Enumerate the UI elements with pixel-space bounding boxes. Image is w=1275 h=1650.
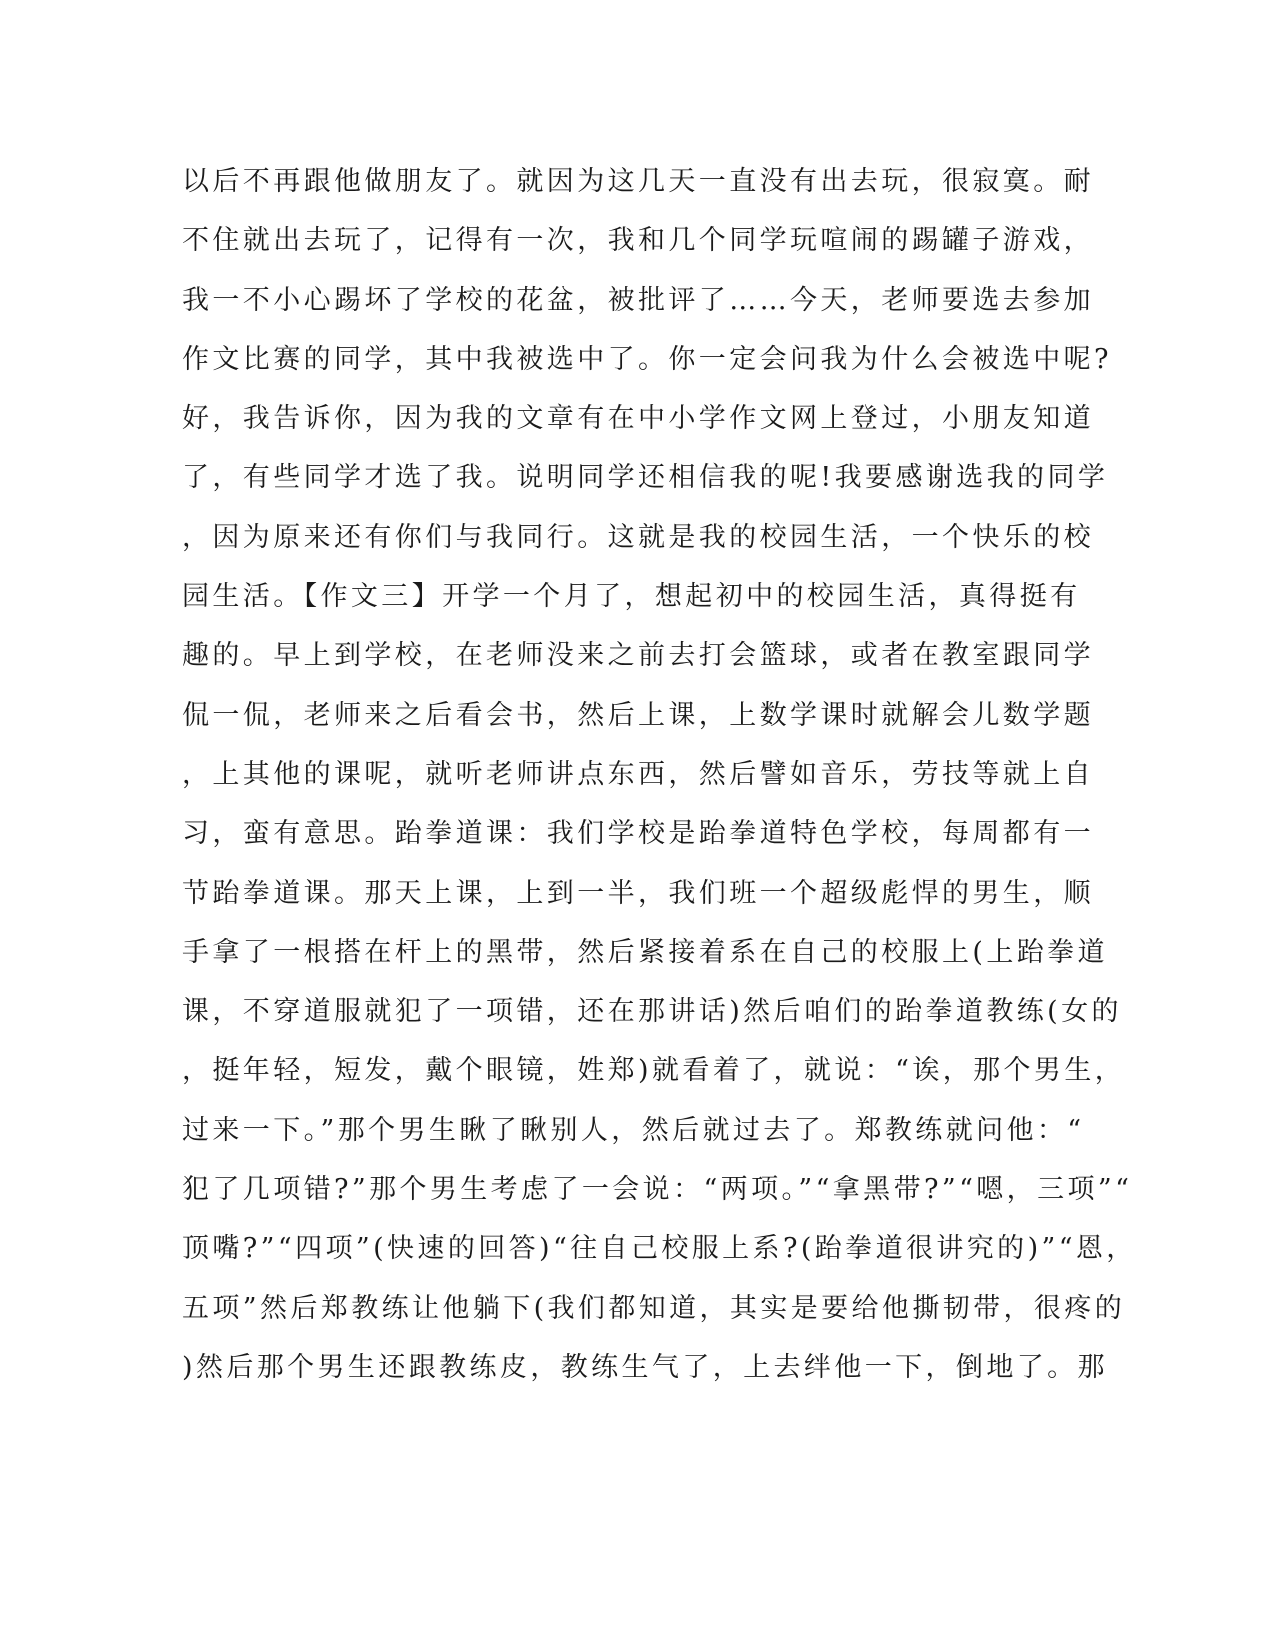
text-line: 五项”然后郑教练让他躺下(我们都知道，其实是要给他撕韧带，很疼的 — [182, 1292, 1126, 1324]
text-line: 我一不小心踢坏了学校的花盆，被批评了……今天，老师要选去参加 — [182, 284, 1094, 316]
text-line: 好，我告诉你，因为我的文章有在中小学作文网上登过，小朋友知道 — [182, 403, 1094, 435]
text-line: 课，不穿道服就犯了一项错，还在那讲话)然后咱们的跆拳道教练(女的 — [182, 996, 1122, 1028]
text-line: 犯了几项错?”那个男生考虑了一会说：“两项。”“拿黑带?”“嗯，三项”“ — [182, 1174, 1133, 1206]
text-line: ，上其他的课呢，就听老师讲点东西，然后譬如音乐，劳技等就上自 — [182, 758, 1094, 790]
text-line: 园生活。【作文三】开学一个月了，想起初中的校园生活，真得挺有 — [182, 581, 1081, 613]
text-line: ，挺年轻，短发，戴个眼镜，姓郑)就看着了，就说：“诶，那个男生， — [182, 1055, 1126, 1087]
text-line: 趣的。早上到学校，在老师没来之前去打会篮球，或者在教室跟同学 — [182, 640, 1094, 672]
text-line: )然后那个男生还跟教练皮，教练生气了，上去绊他一下，倒地了。那 — [182, 1351, 1108, 1383]
text-line: 习，蛮有意思。跆拳道课：我们学校是跆拳道特色学校，每周都有一 — [182, 818, 1094, 850]
text-line: 了，有些同学才选了我。说明同学还相信我的呢!我要感谢选我的同学 — [182, 462, 1109, 494]
text-line: 过来一下。”那个男生瞅了瞅别人，然后就过去了。郑教练就问他：“ — [182, 1114, 1085, 1146]
text-line: ，因为原来还有你们与我同行。这就是我的校园生活，一个快乐的校 — [182, 521, 1094, 553]
text-line: 不住就出去玩了，记得有一次，我和几个同学玩喧闹的踢罐子游戏， — [182, 225, 1094, 257]
body-text — [182, 162, 1137, 1407]
text-line: 手拿了一根搭在杆上的黑带，然后紧接着系在自己的校服上(上跆拳道 — [182, 936, 1108, 968]
text-line: 侃一侃，老师来之后看会书，然后上课，上数学课时就解会儿数学题 — [182, 699, 1094, 731]
text-line: 以后不再跟他做朋友了。就因为这几天一直没有出去玩，很寂寞。耐 — [182, 166, 1094, 197]
text-line: 节跆拳道课。那天上课，上到一半，我们班一个超级彪悍的男生，顺 — [182, 877, 1094, 909]
text-line: 作文比赛的同学，其中我被选中了。你一定会问我为什么会被选中呢? — [182, 343, 1112, 375]
text-line: 顶嘴?”“四项”(快速的回答)“往自己校服上系?(跆拳道很讲究的)”“恩， — [182, 1233, 1137, 1265]
